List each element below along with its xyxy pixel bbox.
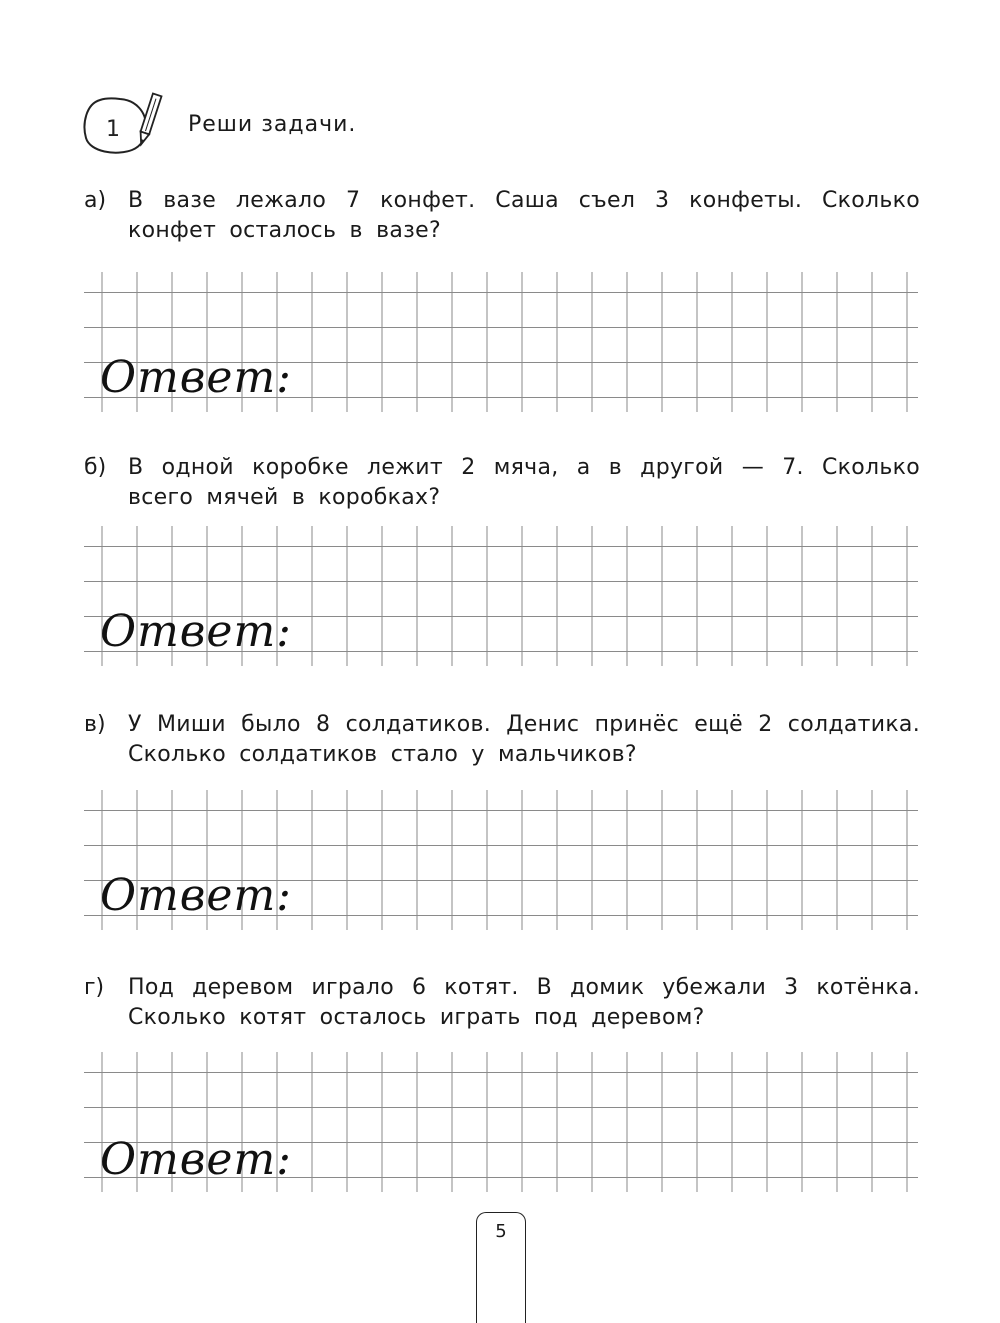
answer-label: Ответ: xyxy=(100,1134,292,1185)
page-number: 5 xyxy=(495,1221,507,1242)
problem-letter: б) xyxy=(84,455,107,480)
svg-text:1: 1 xyxy=(106,117,120,142)
problem-text: Под деревом играло 6 котят. В домик убежали 3 котёнка. Сколько котят осталось играть под деревом? xyxy=(128,975,920,1030)
answer-label: Ответ: xyxy=(100,606,292,657)
answer-label: Ответ: xyxy=(100,870,292,921)
problem-letter: г) xyxy=(84,975,105,1000)
task-header xyxy=(80,92,920,162)
problem-text: У Миши было 8 солдатиков. Денис принёс ещё 2 солдатика. Сколько солдатиков стало у мальчиков? xyxy=(128,712,920,767)
page-number-tab xyxy=(476,1212,526,1323)
problem-letter: а) xyxy=(84,188,107,213)
problem-letter: в) xyxy=(84,712,106,737)
task-title: Реши задачи. xyxy=(188,112,357,137)
problem-text: В одной коробке лежит 2 мяча, а в другой — 7. Сколько всего мячей в коробках? xyxy=(128,455,920,510)
pencil-badge-icon xyxy=(80,92,170,158)
answer-label: Ответ: xyxy=(100,352,292,403)
problem-text: В вазе лежало 7 конфет. Саша съел 3 конфеты. Сколько конфет осталось в вазе? xyxy=(128,188,920,243)
